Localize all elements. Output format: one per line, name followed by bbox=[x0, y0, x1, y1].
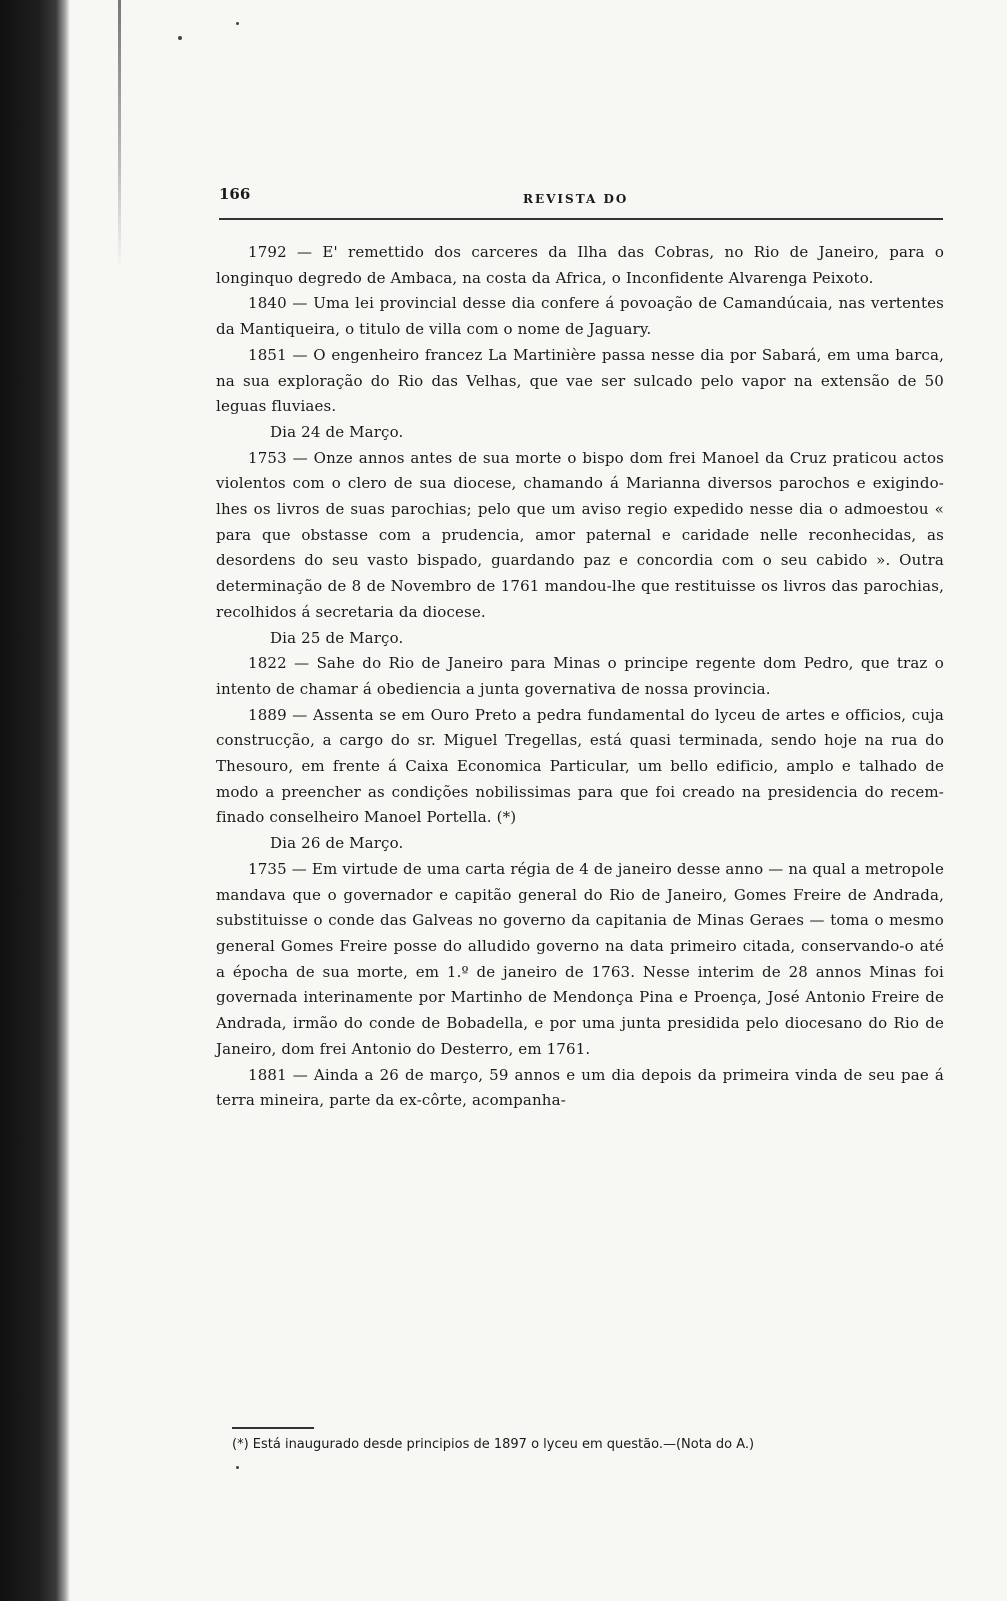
header-rule bbox=[219, 218, 943, 220]
day-heading-24-march: Dia 24 de Março. bbox=[270, 422, 404, 441]
book-binding-shadow bbox=[0, 0, 70, 1601]
entry-1889: 1889 — Assenta se em Ouro Preto a pedra fundamental do lyceu de artes e officios, cuja construcção, a cargo do sr. Miguel Tregellas, está quasi terminada, sendo hoje na rua do Thesouro, em frente á Caixa Economica Particular, um bello edificio, amplo e talhado de modo a preencher as condições nobilissimas para que foi creado na presidencia do recem-finado conselheiro Manoel Portella. (*) bbox=[216, 705, 944, 827]
day-heading-26-march: Dia 26 de Março. bbox=[270, 834, 404, 853]
print-speck bbox=[236, 22, 239, 25]
entry-1840: 1840 — Uma lei provincial desse dia confere á povoação de Camandúcaia, nas vertentes da Mantiqueira, o titulo de villa com o nome de Jaguary. bbox=[216, 294, 944, 339]
entry-1753: 1753 — Onze annos antes de sua morte o bispo dom frei Manoel da Cruz praticou actos violentos com o clero de sua diocese, chamando á Marianna diversos parochos e exigindo-lhes os livros de suas parochias; pelo que um aviso regio expedido nesse dia o admoestou « para que obstasse com a prudencia, amor paternal e caridade nelle reconhecidas, as desordens do seu vasto bispado, guardando paz e concordia com o seu cabido ». Outra determinação de 8 de Novembro de 1761 mandou-lhe que restituisse os livros das parochias, recolhidos á secretaria da diocese. bbox=[216, 448, 944, 621]
print-speck bbox=[236, 1466, 239, 1469]
chronicle-text bbox=[216, 240, 944, 1114]
print-speck bbox=[178, 36, 182, 40]
page-header bbox=[219, 185, 943, 217]
entry-1881: 1881 — Ainda a 26 de março, 59 annos e um dia depois da primeira vinda de seu pae á terra mineira, parte da ex-côrte, acompanha- bbox=[216, 1065, 944, 1110]
running-head: REVISTA DO bbox=[523, 192, 629, 206]
day-heading-25-march: Dia 25 de Março. bbox=[270, 628, 404, 647]
entry-1735: 1735 — Em virtude de uma carta régia de 4 de janeiro desse anno — na qual a metropole mandava que o governador e capitão general do Rio de Janeiro, Gomes Freire de Andrada, substituisse o conde das Galveas no governo da capitania de Minas Geraes — toma o mesmo general Gomes Freire posse do alludido governo na data primeiro citada, conservando-o até a épocha de sua morte, em 1.º de janeiro de 1763. Nesse interim de 28 annos Minas foi governada interinamente por Martinho de Mendonça Pina e Proença, José Antonio Freire de Andrada, irmão do conde de Bobadella, e por uma junta presidida pelo diocesano do Rio de Janeiro, dom frei Antonio do Desterro, em 1761. bbox=[216, 859, 944, 1058]
entry-1792: 1792 — E' remettido dos carceres da Ilha das Cobras, no Rio de Janeiro, para o longinquo degredo de Ambaca, na costa da Africa, o Inconfidente Alvarenga Peixoto. bbox=[216, 243, 944, 287]
page-edge-shadow bbox=[118, 0, 121, 270]
footnote: (*) Está inaugurado desde principios de 1897 o lyceu em questão.—(Nota do A.) bbox=[232, 1437, 755, 1452]
entry-1851: 1851 — O engenheiro francez La Martinière passa nesse dia por Sabará, em uma barca, na sua exploração do Rio das Velhas, que vae ser sulcado pelo vapor na extensão de 50 leguas fluviaes. bbox=[216, 345, 944, 416]
footnote-rule bbox=[232, 1427, 314, 1429]
entry-1822: 1822 — Sahe do Rio de Janeiro para Minas o principe regente dom Pedro, que traz o intento de chamar á obediencia a junta governativa de nossa provincia. bbox=[216, 654, 944, 698]
page-number: 166 bbox=[219, 185, 251, 203]
